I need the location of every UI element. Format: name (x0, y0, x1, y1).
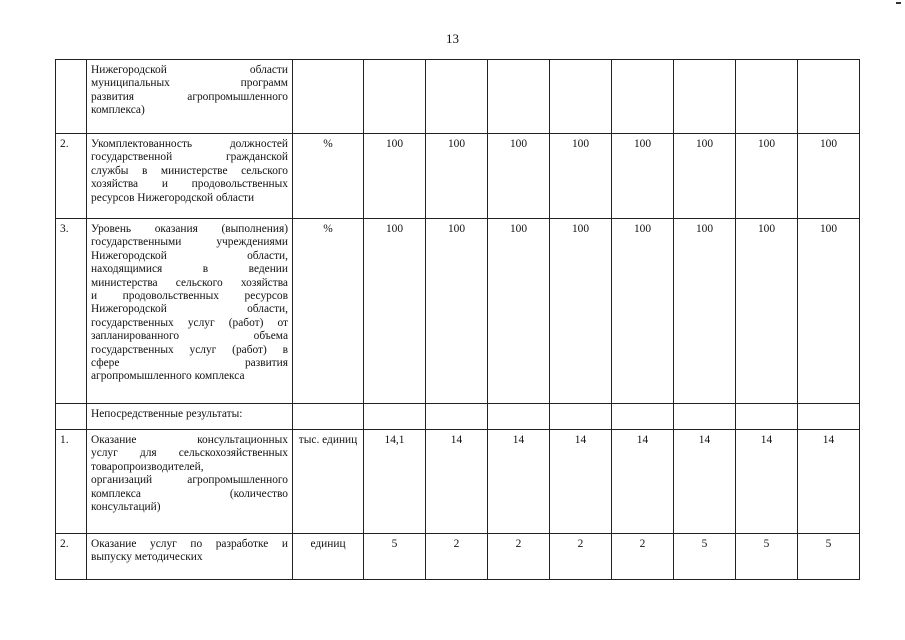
row-number: 2. (56, 134, 87, 219)
row-number: 2. (56, 534, 87, 580)
table-row (56, 430, 860, 534)
value-cell (736, 60, 798, 134)
value-cell: 2 (612, 534, 674, 580)
value-cell: 14 (612, 430, 674, 534)
description-line: Нижегородской области (91, 64, 288, 76)
value-cell: 100 (612, 134, 674, 219)
description-line: Оказание услуг по разработке и (91, 538, 288, 550)
page-number: 13 (446, 31, 459, 46)
value-cell (798, 60, 860, 134)
unit-cell: % (293, 219, 364, 404)
description-line: организаций агропромышленного (91, 474, 288, 487)
value-cell (736, 404, 798, 430)
description-line: комплекса) (91, 104, 145, 117)
value-cell: 14 (488, 430, 550, 534)
indicator-description (87, 430, 293, 534)
value-cell (364, 404, 426, 430)
value-cell (364, 60, 426, 134)
description-line: Нижегородской области, (91, 303, 288, 316)
description-line: службы в министерстве сельского (91, 164, 288, 177)
description-line: развития агропромышленного (91, 90, 288, 103)
indicator-description (87, 219, 293, 404)
value-cell: 5 (364, 534, 426, 580)
value-cell (488, 404, 550, 430)
value-cell: 100 (736, 219, 798, 404)
value-cell: 14,1 (364, 430, 426, 534)
description-line: муниципальных программ (91, 77, 288, 90)
description-line: хозяйства и продовольственных (91, 178, 288, 191)
description-line: Нижегородской области, (91, 249, 288, 262)
value-cell: 2 (488, 534, 550, 580)
indicator-description (87, 134, 293, 219)
value-cell (550, 404, 612, 430)
value-cell: 100 (426, 219, 488, 404)
value-cell: 100 (798, 219, 860, 404)
row-number: 3. (56, 219, 87, 404)
value-cell: 14 (674, 430, 736, 534)
value-cell: 100 (736, 134, 798, 219)
value-cell (612, 60, 674, 134)
description-line: сфере развития (91, 357, 288, 370)
value-cell: 5 (798, 534, 860, 580)
value-cell: 100 (550, 134, 612, 219)
value-cell: 100 (488, 219, 550, 404)
description-line: консультаций) (91, 501, 161, 514)
value-cell (798, 404, 860, 430)
row-number (56, 60, 87, 134)
description-line: ресурсов Нижегородской области (91, 191, 255, 204)
description-line: Оказание консультационных (91, 434, 288, 446)
row-number (56, 404, 87, 430)
row-number: 1. (56, 430, 87, 534)
description-line: государственных услуг (работ) от (91, 316, 288, 329)
description-line: услуг для сельскохозяйственных (91, 447, 288, 460)
value-cell: 100 (798, 134, 860, 219)
table-row (56, 60, 860, 134)
value-cell (488, 60, 550, 134)
unit-cell (293, 60, 364, 134)
value-cell (426, 404, 488, 430)
value-cell (426, 60, 488, 134)
unit-cell: % (293, 134, 364, 219)
table-row (56, 404, 860, 430)
value-cell: 2 (426, 534, 488, 580)
unit-cell: тыс. единиц (293, 430, 364, 534)
unit-cell: единиц (293, 534, 364, 580)
table-row (56, 534, 860, 580)
value-cell: 14 (798, 430, 860, 534)
value-cell: 100 (488, 134, 550, 219)
value-cell: 2 (550, 534, 612, 580)
value-cell: 14 (550, 430, 612, 534)
value-cell (674, 60, 736, 134)
unit-cell (293, 404, 364, 430)
value-cell: 100 (674, 134, 736, 219)
value-cell: 100 (612, 219, 674, 404)
table-row (56, 134, 860, 219)
table-row (56, 219, 860, 404)
value-cell (674, 404, 736, 430)
value-cell: 5 (736, 534, 798, 580)
value-cell: 100 (364, 219, 426, 404)
description-line: агропромышленного комплекса (91, 370, 245, 383)
value-cell: 100 (364, 134, 426, 219)
value-cell: 5 (674, 534, 736, 580)
description-line: и продовольственных ресурсов (91, 290, 288, 303)
description-line: запланированного объема (91, 330, 288, 343)
description-line: находящимися в ведении (91, 263, 288, 276)
value-cell: 14 (426, 430, 488, 534)
description-line: министерства сельского хозяйства (91, 276, 288, 289)
indicator-description (87, 404, 293, 430)
description-line: Уровень оказания (выполнения) (91, 223, 288, 235)
description-line: государственных услуг (работ) в (91, 343, 288, 356)
value-cell (550, 60, 612, 134)
corner-mark (896, 2, 901, 4)
value-cell: 100 (426, 134, 488, 219)
description-line: государственной гражданской (91, 151, 288, 164)
value-cell: 14 (736, 430, 798, 534)
indicators-table (55, 59, 860, 580)
value-cell (612, 404, 674, 430)
description-line: товаропроизводителей, (91, 460, 204, 473)
description-line: Непосредственные результаты: (91, 408, 243, 420)
table-body (56, 60, 860, 580)
description-line: выпуску методических (91, 551, 203, 564)
description-line: комплекса (количество (91, 487, 288, 500)
indicator-description (87, 534, 293, 580)
description-line: Укомплектованность должностей (91, 138, 288, 150)
indicator-description (87, 60, 293, 134)
value-cell: 100 (674, 219, 736, 404)
value-cell: 100 (550, 219, 612, 404)
description-line: государственными учреждениями (91, 236, 288, 249)
